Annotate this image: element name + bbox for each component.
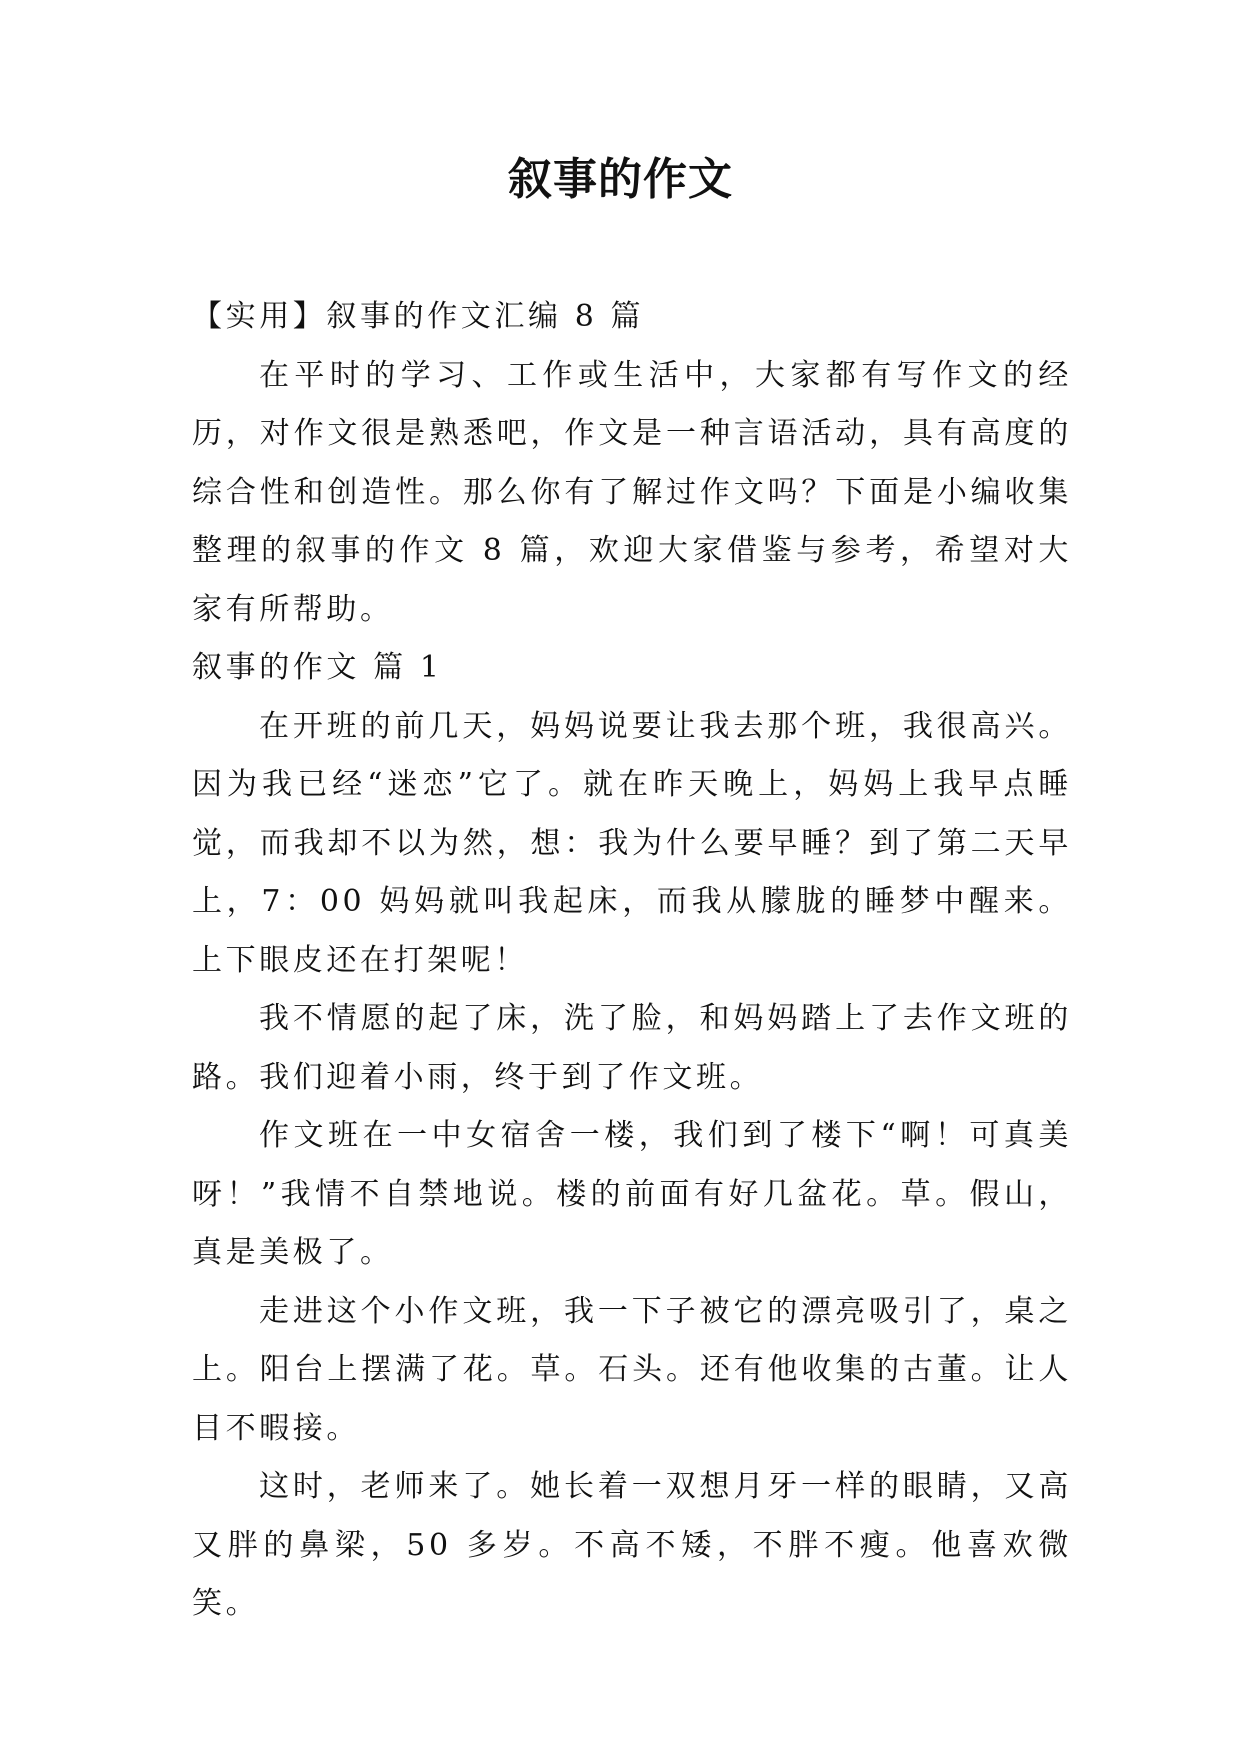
document-subtitle: 【实用】叙事的作文汇编 8 篇 <box>192 299 645 334</box>
document-body <box>192 288 1072 1634</box>
intro-paragraph: 在平时的学习、工作或生活中，大家都有写作文的经历，对作文很是熟悉吧，作文是一种言语活动，具有高度的综合性和创造性。那么你有了解过作文吗？下面是小编收集整理的叙事的作文 8 篇，欢迎大家借鉴与参考，希望对大家有所帮助。 <box>192 357 1072 627</box>
body-paragraph: 我不情愿的起了床，洗了脸，和妈妈踏上了去作文班的路。我们迎着小雨，终于到了作文班。 <box>192 1001 1072 1095</box>
section-heading: 叙事的作文 篇 1 <box>192 650 443 685</box>
body-paragraph: 这时，老师来了。她长着一双想月牙一样的眼睛，又高又胖的鼻梁，50 多岁。不高不矮，不胖不瘦。他喜欢微笑。 <box>192 1469 1072 1621</box>
body-paragraph: 走进这个小作文班，我一下子被它的漂亮吸引了，桌之上。阳台上摆满了花。草。石头。还有他收集的古董。让人目不暇接。 <box>192 1293 1072 1446</box>
body-paragraph: 在开班的前几天，妈妈说要让我去那个班，我很高兴。因为我已经“迷恋”它了。就在昨天晚上，妈妈上我早点睡觉，而我却不以为然，想：我为什么要早睡？到了第二天早上，7：00 妈妈就叫我起床，而我从朦胧的睡梦中醒来。上下眼皮还在打架呢！ <box>192 708 1072 978</box>
document-title: 叙事的作文 <box>508 154 733 205</box>
body-paragraph: 作文班在一中女宿舍一楼，我们到了楼下“啊！可真美呀！”我情不自禁地说。楼的前面有好几盆花。草。假山，真是美极了。 <box>192 1118 1072 1270</box>
